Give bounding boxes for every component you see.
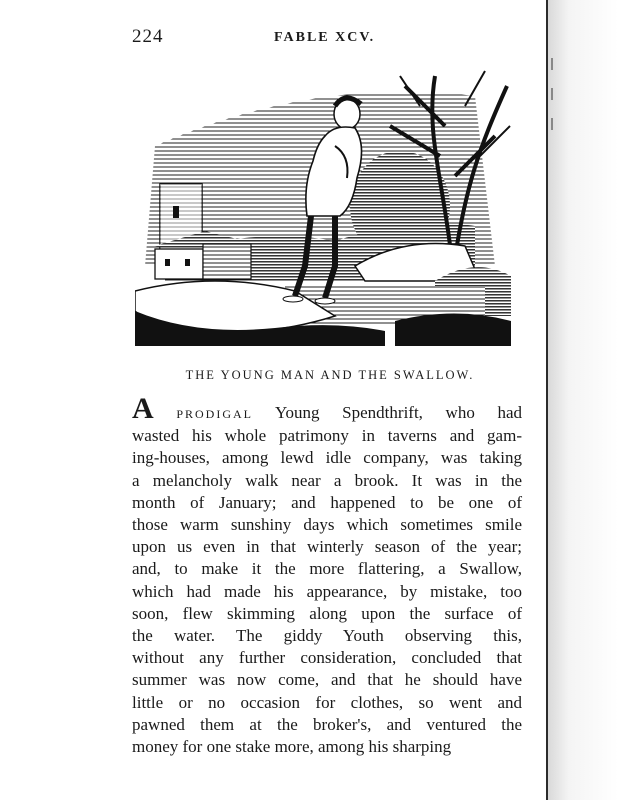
text-line: summer was now come, and that he should have	[132, 670, 522, 690]
text-line: ing-houses, among lewd idle company, was taking	[132, 448, 522, 468]
text-line: little or no occasion for clothes, so went and	[132, 692, 522, 712]
text-line: which had made his appearance, by mistake, too	[132, 581, 522, 601]
running-head: FABLE XCV.	[274, 30, 376, 45]
small-caps-word: PRODIGAL	[176, 407, 253, 421]
plate-caption: THE YOUNG MAN AND THE SWALLOW.	[185, 368, 475, 382]
text-line: without any further consideration, concluded that	[132, 648, 522, 668]
text-line: a melancholy walk near a brook. It was in the	[132, 470, 522, 490]
text-line: month of January; and happened to be one of	[132, 492, 522, 512]
drop-cap: A	[132, 392, 154, 425]
text-line-1	[132, 392, 523, 425]
page-number: 224	[132, 26, 164, 47]
line-1-rest: Young Spendthrift, who had	[252, 403, 523, 422]
text-line: those warm sunshiny days which sometimes smile	[132, 515, 522, 535]
text-line: wasted his whole patrimony in taverns and gam-	[132, 426, 522, 446]
text-line: upon us even in that winterly season of the year;	[132, 537, 522, 557]
bleed-through-marks	[551, 58, 559, 148]
text-line: and, to make it the more flattering, a Swallow,	[132, 559, 522, 579]
fable-text	[132, 392, 523, 758]
text-line: the water. The giddy Youth observing this,	[132, 626, 522, 646]
woodcut-illustration	[135, 66, 513, 346]
text-line: money for one stake more, among his sharping	[132, 737, 452, 757]
text-line: pawned them at the broker's, and ventured the	[132, 714, 522, 734]
text-line: soon, flew skimming along upon the surface of	[132, 603, 522, 623]
